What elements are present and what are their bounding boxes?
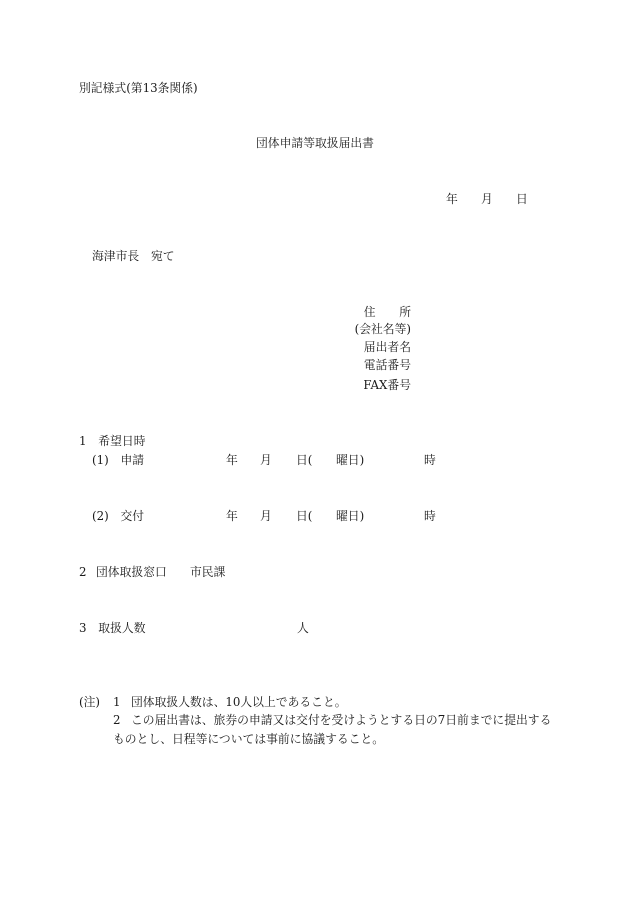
date-day-label: 日: [516, 192, 528, 206]
row-hour-label: 時: [424, 509, 436, 523]
date-month-label: 月: [481, 192, 493, 206]
row-hour-label: 時: [424, 453, 436, 467]
row-weekday-label: 曜日): [336, 453, 365, 467]
applicant-company-label: (会社名等): [354, 322, 411, 336]
applicant-address-label: 住 所: [363, 305, 411, 319]
row-label: (2) 交付: [92, 509, 145, 523]
row-day-label: 日(: [296, 453, 313, 467]
note-number: 2: [113, 713, 121, 727]
note-number: 1: [113, 695, 121, 709]
note-text: この届出書は、旅券の申請又は交付を受けようとする日の7日前までに提出する: [131, 713, 552, 727]
section2-value: 市民課: [190, 565, 226, 579]
section1-heading: 1 希望日時: [79, 434, 146, 448]
note-text: 団体取扱人数は、10人以上であること。: [131, 695, 347, 709]
applicant-phone-label: 電話番号: [363, 358, 411, 372]
section2-heading: 団体取扱窓口: [96, 565, 167, 579]
section3-heading: 3 取扱人数: [79, 621, 146, 635]
applicant-name-label: 届出者名: [363, 340, 411, 354]
section2-number: 2: [79, 565, 87, 579]
section3-unit: 人: [297, 621, 309, 635]
row-month-label: 月: [260, 509, 272, 523]
note-text-continuation: ものとし、日程等については事前に協議すること。: [113, 732, 385, 746]
applicant-fax-label: FAX番号: [363, 378, 411, 392]
row-label: (1) 申請: [92, 453, 145, 467]
row-weekday-label: 曜日): [336, 509, 365, 523]
notes-label: (注): [79, 695, 101, 709]
row-year-label: 年: [226, 509, 238, 523]
row-day-label: 日(: [296, 509, 313, 523]
row-month-label: 月: [260, 453, 272, 467]
date-year-label: 年: [446, 192, 458, 206]
form-reference: 別記様式(第13条関係): [79, 81, 198, 95]
document-title: 団体申請等取扱届出書: [256, 136, 374, 150]
row-year-label: 年: [226, 453, 238, 467]
addressee: 海津市長 宛て: [92, 249, 175, 263]
